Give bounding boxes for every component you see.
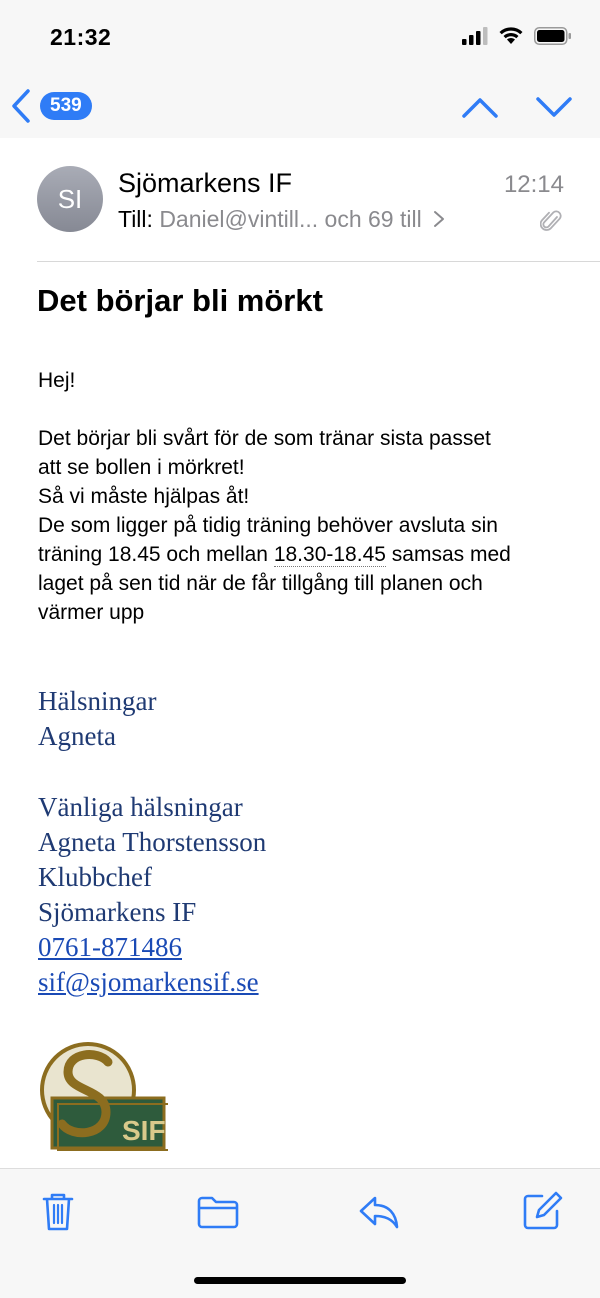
recipients-row[interactable]	[118, 206, 446, 233]
chevron-right-icon	[432, 210, 446, 228]
message-subject: Det börjar bli mörkt	[37, 283, 323, 318]
cellular-signal-icon	[462, 27, 488, 45]
body-line: att se bollen i mörkret!	[38, 456, 245, 479]
signature-title: Klubbchef	[38, 862, 152, 892]
home-indicator	[194, 1277, 406, 1284]
phone-link[interactable]: 0761-871486	[38, 932, 182, 962]
signature-full-name: Agneta Thorstensson	[38, 827, 267, 857]
time-range-link[interactable]: 18.30-18.45	[273, 543, 386, 566]
sender-name[interactable]: Sjömarkens IF	[118, 168, 293, 198]
next-message-button[interactable]	[532, 90, 576, 124]
chevron-up-icon	[458, 90, 502, 124]
reply-button[interactable]	[357, 1189, 401, 1233]
compose-button[interactable]	[520, 1189, 564, 1233]
body-line: värmer upp	[38, 601, 145, 624]
compose-icon	[520, 1189, 564, 1233]
body-line	[38, 540, 583, 569]
chevron-left-icon	[10, 88, 32, 124]
status-icons	[462, 26, 572, 45]
unread-count-badge: 539	[40, 92, 92, 120]
to-label: Till:	[118, 206, 153, 232]
delete-button[interactable]	[36, 1189, 80, 1233]
body-text-segment: träning 18.45 och mellan	[38, 543, 274, 566]
signature-greeting: Hälsningar	[38, 686, 157, 716]
club-logo	[38, 1040, 168, 1155]
status-bar	[0, 0, 600, 72]
signature-club: Sjömarkens IF	[38, 897, 197, 927]
reply-icon	[357, 1189, 401, 1233]
message-header	[0, 138, 600, 262]
chevron-down-icon	[532, 90, 576, 124]
header-divider	[37, 261, 600, 262]
signature-email	[38, 965, 259, 1000]
body-line: Det börjar bli svårt för de som tränar sista passet	[38, 427, 491, 450]
signature-closing: Vänliga hälsningar	[38, 792, 243, 822]
signature-name-short: Agneta	[38, 721, 116, 751]
body-line: laget på sen tid när de får tillgång till planen och	[38, 572, 483, 595]
body-line: Så vi måste hjälpas åt!	[38, 485, 250, 508]
sent-time: 12:14	[503, 171, 564, 198]
battery-icon	[534, 27, 572, 45]
message-body	[38, 366, 583, 627]
avatar[interactable]: SI	[37, 166, 103, 232]
body-line: De som ligger på tidig träning behöver avsluta sin	[38, 514, 498, 537]
wifi-icon	[498, 26, 524, 45]
signature-phone	[38, 930, 182, 965]
body-text-segment: samsas med	[385, 543, 511, 566]
navigation-bar	[0, 72, 600, 138]
email-link[interactable]: sif@sjomarkensif.se	[38, 967, 259, 997]
status-time: 21:32	[50, 24, 112, 50]
trash-icon	[36, 1189, 80, 1233]
body-greeting: Hej!	[38, 369, 76, 392]
recipients-value: Daniel@vintill... och 69 till	[159, 206, 422, 232]
folder-icon	[196, 1189, 240, 1233]
back-button[interactable]	[10, 86, 120, 126]
logo-text: SIF	[122, 1115, 166, 1146]
previous-message-button[interactable]	[458, 90, 502, 124]
move-to-folder-button[interactable]	[196, 1189, 240, 1233]
paperclip-icon	[540, 208, 562, 234]
